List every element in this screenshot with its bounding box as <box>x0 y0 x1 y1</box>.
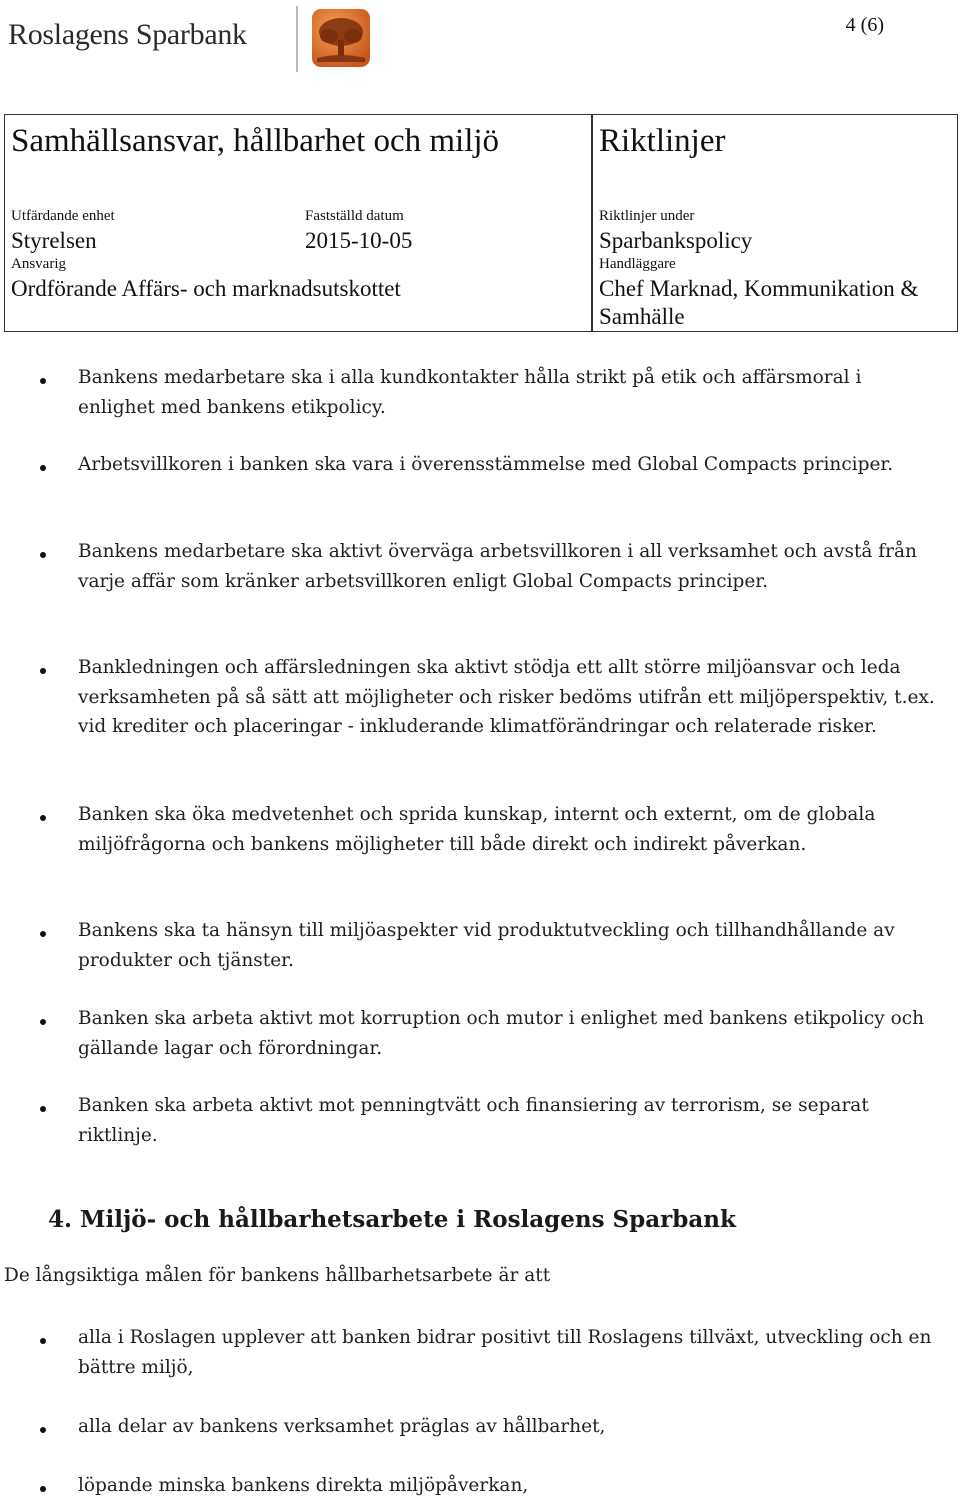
list-item: Banken ska arbeta aktivt mot penningtvätt och finansiering av terrorism, se separat riktlinje. <box>78 1095 869 1146</box>
utfardande-value: Styrelsen <box>11 228 97 253</box>
handlaggare-label: Handläggare <box>599 256 676 272</box>
list-item: Bankens medarbetare ska aktivt överväga arbetsvillkoren i all verksamhet och avstå från varje affär som kränker arbetsvillkoren enligt Global Compacts principer. <box>78 541 917 592</box>
list-item: alla i Roslagen upplever att banken bidrar positivt till Roslagens tillväxt, utveckling och en bättre miljö, <box>78 1327 932 1378</box>
table-divider <box>591 115 593 331</box>
list-item: Arbetsvillkoren i banken ska vara i överensstämmelse med Global Compacts principer. <box>78 454 894 475</box>
bullet-dot <box>40 1427 46 1433</box>
document-title: Samhällsansvar, hållbarhet och miljö <box>11 123 500 159</box>
faststalld-value: 2015-10-05 <box>305 228 413 253</box>
document-info-table <box>4 114 958 332</box>
page-number: 4 (6) <box>845 14 884 36</box>
list-item: Banken ska öka medvetenhet och sprida kunskap, internt och externt, om de globala miljöfrågorna och bankens möjligheter till både direkt och indirekt påverkan. <box>78 804 876 855</box>
list-item: Bankledningen och affärsledningen ska aktivt stödja ett allt större miljöansvar och leda verksamheten på så sätt att möjligheter och risker bedöms utifrån ett miljöperspektiv, t.ex. vid krediter och placeringar - inkluderande klimatförändringar och relaterade risker. <box>78 657 935 737</box>
bullet-dot <box>40 1486 46 1492</box>
bullet-dot <box>40 815 46 821</box>
section-heading: 4. Miljö- och hållbarhetsarbete i Roslagens Sparbank <box>48 1206 736 1233</box>
ansvarig-value: Ordförande Affärs- och marknadsutskottet <box>11 276 401 301</box>
bank-logo <box>8 6 368 66</box>
bullet-dot <box>40 1019 46 1025</box>
bullet-dot <box>40 378 46 384</box>
list-item: Banken ska arbeta aktivt mot korruption och mutor i enlighet med bankens etikpolicy och gällande lagar och förordningar. <box>78 1008 924 1059</box>
list-item: alla delar av bankens verksamhet präglas av hållbarhet, <box>78 1416 606 1437</box>
bullet-dot <box>40 1106 46 1112</box>
ansvarig-label: Ansvarig <box>11 256 66 272</box>
section-intro: De långsiktiga målen för bankens hållbarhetsarbete är att <box>4 1265 551 1286</box>
faststalld-label: Fastställd datum <box>305 208 404 224</box>
list-item: Bankens medarbetare ska i alla kundkontakter hålla strikt på etik och affärsmoral i enlighet med bankens etikpolicy. <box>78 367 862 418</box>
list-item: Bankens ska ta hänsyn till miljöaspekter vid produktutveckling och tillhandhållande av produkter och tjänster. <box>78 920 895 971</box>
bullet-dot <box>40 552 46 558</box>
riktlinjer-under-label: Riktlinjer under <box>599 208 695 224</box>
bullet-dot <box>40 668 46 674</box>
document-type: Riktlinjer <box>599 123 726 159</box>
handlaggare-value: Chef Marknad, Kommunikation & Samhälle <box>599 276 919 329</box>
list-item: löpande minska bankens direkta miljöpåverkan, <box>78 1475 529 1496</box>
bullet-dot <box>40 931 46 937</box>
logo-wordmark: Roslagens Sparbank <box>8 18 247 51</box>
bullet-dot <box>40 465 46 471</box>
oak-tree-icon <box>311 8 371 68</box>
logo-divider <box>296 6 298 72</box>
utfardande-label: Utfärdande enhet <box>11 208 115 224</box>
bullet-dot <box>40 1338 46 1344</box>
riktlinjer-under-value: Sparbankspolicy <box>599 228 753 253</box>
